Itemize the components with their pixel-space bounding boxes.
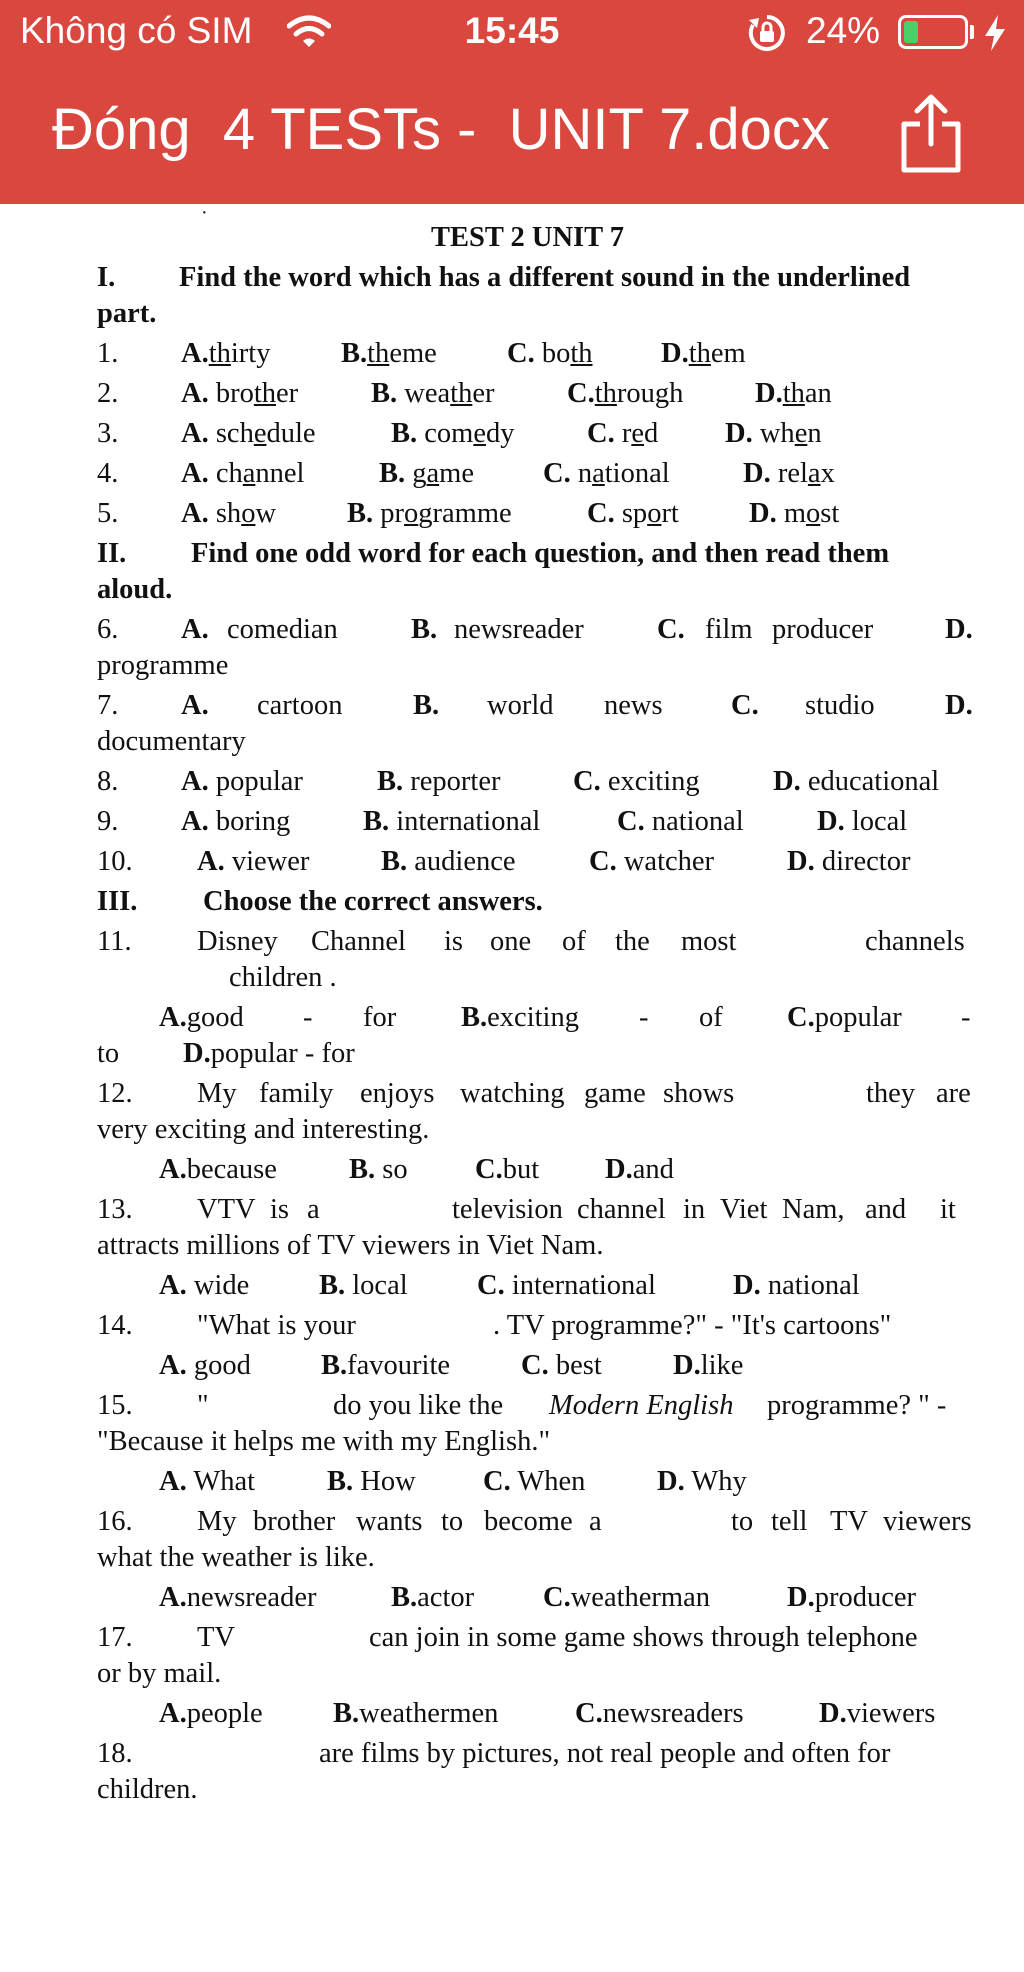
question-11-cont: children . (229, 962, 337, 993)
question-13: 13. VTV is a television channel in Viet Nam, and it (97, 1194, 956, 1225)
question-17-cont: or by mail. (97, 1658, 222, 1689)
question-14: 14. "What is your . TV programme?" - "It's cartoons" (97, 1310, 892, 1341)
question-18: 18. are films by pictures, not real people and often for (97, 1738, 891, 1769)
question-18-cont: children. (97, 1774, 198, 1805)
section-3-header: III. Choose the correct answers. (97, 886, 543, 917)
battery-tip (970, 25, 974, 39)
question-10: 10. A. viewer B. audience C. watcher D. director (97, 846, 911, 877)
question-15-cont: "Because it helps me with my English." (97, 1426, 551, 1457)
section-1-header: I. Find the word which has a different sound in the underlined (97, 262, 911, 293)
charging-icon (982, 14, 1008, 52)
share-icon[interactable] (898, 94, 964, 174)
carrier-label: Không có SIM (20, 10, 253, 51)
question-4: 4. A. channel B. game C. national D. relax (97, 458, 835, 489)
question-14-options: A. good B.favourite C. best D.like (159, 1350, 744, 1381)
battery-percent: 24% (806, 10, 881, 51)
question-15-options: A. What B. How C. When D. Why (159, 1466, 747, 1497)
question-11: 11. Disney Channel is one of the most channels (97, 926, 965, 957)
question-9: 9. A. boring B. international C. national D. local (97, 806, 908, 837)
section-2-header-cont: aloud. (97, 574, 173, 605)
section-1-header-cont: part. (97, 298, 157, 329)
question-13-options: A. wide B. local C. international D. national (159, 1270, 860, 1301)
question-7-cont: documentary (97, 726, 246, 757)
question-17-options: A.people B.weathermen C.newsreaders D.viewers (159, 1698, 936, 1729)
test-heading: TEST 2 UNIT 7 (431, 222, 624, 253)
question-3: 3. A. schedule B. comedy C. red D. when (97, 418, 822, 449)
question-6: 6. A. comedian B. newsreader C. film producer D. (97, 614, 973, 645)
question-5: 5. A. show B. programme C. sport D. most (97, 498, 840, 529)
battery-icon (898, 15, 968, 49)
question-2: 2. A. brother B. weather C.through D.than (97, 378, 832, 409)
question-6-cont: programme (97, 650, 229, 681)
question-11-options-cont: to D.popular - for (97, 1038, 355, 1069)
question-8: 8. A. popular B. reporter C. exciting D. educational (97, 766, 940, 797)
question-17: 17. TV can join in some game shows through telephone (97, 1622, 918, 1653)
document-title: Đóng 4 TESTs - UNIT 7.docx (52, 97, 830, 162)
question-13-cont: attracts millions of TV viewers in Viet Nam. (97, 1230, 604, 1261)
question-16-options: A.newsreader B.actor C.weatherman D.producer (159, 1582, 916, 1613)
section-2-header: II. Find one odd word for each question, and then read them (97, 538, 890, 569)
question-11-options: A.good - for B.exciting - of C.popular - (159, 1002, 971, 1033)
question-12: 12. My family enjoys watching game shows they are (97, 1078, 971, 1109)
clock: 15:45 (464, 10, 560, 51)
question-15: 15. " do you like the Modern English programme? " - (97, 1390, 947, 1421)
app-header (0, 0, 1024, 204)
question-1: 1. A.thirty B.theme C. both D.them (97, 338, 746, 369)
question-12-cont: very exciting and interesting. (97, 1114, 430, 1145)
page-mark: · (201, 202, 208, 224)
question-16: 16. My brother wants to become a to tell TV viewers (97, 1506, 972, 1537)
question-16-cont: what the weather is like. (97, 1542, 375, 1573)
orientation-lock-icon (748, 14, 786, 52)
status-bar (0, 0, 1024, 70)
question-7: 7. A. cartoon B. world news C. studio D. (97, 690, 973, 721)
question-12-options: A.because B. so C.but D.and (159, 1154, 674, 1185)
